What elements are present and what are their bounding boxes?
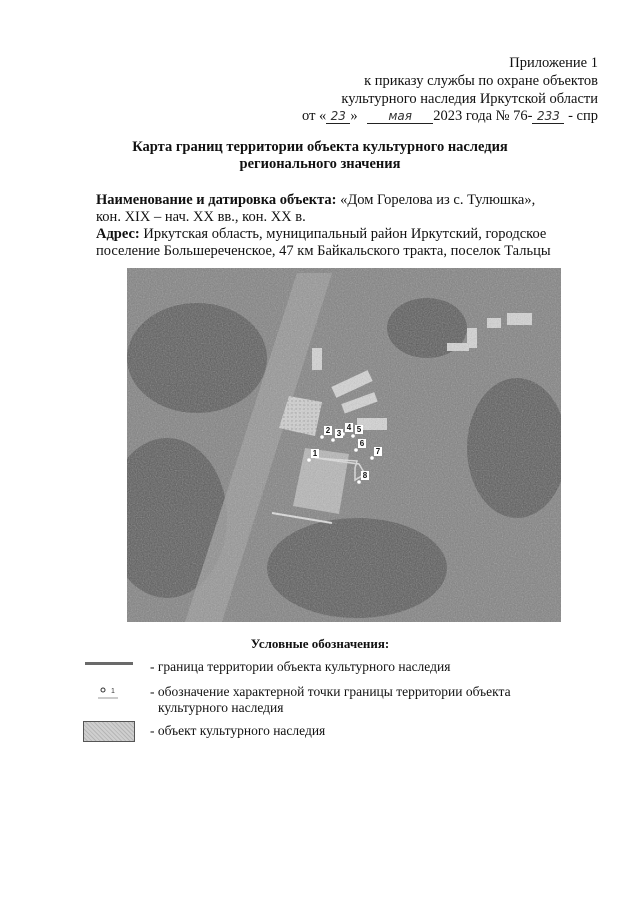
legend-object-symbol: [83, 721, 135, 742]
date-year-text: 2023 года № 76-: [433, 108, 533, 124]
legend-object-label: - объект культурного наследия: [150, 723, 326, 738]
date-mid: »: [350, 108, 358, 124]
map-point-label: 8: [362, 471, 368, 480]
appendix-order-line: к приказу службы по охране объектов: [364, 73, 598, 89]
map-point-label: 4: [346, 423, 352, 432]
appendix-date-line: [302, 106, 598, 126]
map-point-label: 5: [356, 425, 362, 434]
address-value-2: поселение Большереченское, 47 км Байкальского тракта, поселок Тальцы: [96, 243, 551, 259]
legend-title: Условные обозначения:: [250, 636, 390, 651]
date-day: 23: [326, 109, 350, 124]
legend-point-label-2: культурного наследия: [158, 700, 284, 715]
map-point-label: 3: [336, 429, 342, 438]
date-suffix: - спр: [568, 108, 598, 124]
aerial-map: [127, 268, 561, 622]
object-dating: кон. XIX – нач. XX вв., кон. XX в.: [96, 209, 306, 225]
map-point-label: 6: [359, 439, 365, 448]
legend-boundary-label: - граница территории объекта культурного наследия: [150, 659, 451, 674]
legend-point-symbol: [97, 684, 119, 700]
map-point-label: 1: [312, 449, 318, 458]
document-title-line2: регионального значения: [239, 156, 401, 172]
legend-boundary-symbol: [85, 662, 133, 665]
object-name-paragraph: [96, 192, 598, 260]
appendix-region-line: культурного наследия Иркутской области: [341, 91, 598, 107]
document-title-line1: Карта границ территории объекта культурного наследия: [132, 139, 508, 155]
aerial-map-image: [127, 268, 561, 622]
date-prefix: от «: [302, 108, 327, 124]
object-name-value: «Дом Горелова из с. Тулюшка»,: [340, 192, 536, 208]
order-number: 233: [532, 109, 564, 124]
date-month: мая: [367, 109, 433, 124]
legend-point-label-1: - обозначение характерной точки границы территории объекта: [150, 684, 511, 699]
object-name-line1: [96, 192, 598, 209]
appendix-title: Приложение 1: [509, 55, 598, 71]
address-value-1: Иркутская область, муниципальный район Иркутский, городское: [143, 226, 547, 242]
object-address-line1: [96, 226, 598, 243]
legend-point-symbol-number: 1: [111, 688, 115, 695]
map-point-label: 7: [375, 447, 381, 456]
address-label: Адрес:: [96, 226, 140, 242]
map-point-label: 2: [325, 426, 331, 435]
object-name-label: Наименование и датировка объекта:: [96, 192, 337, 208]
